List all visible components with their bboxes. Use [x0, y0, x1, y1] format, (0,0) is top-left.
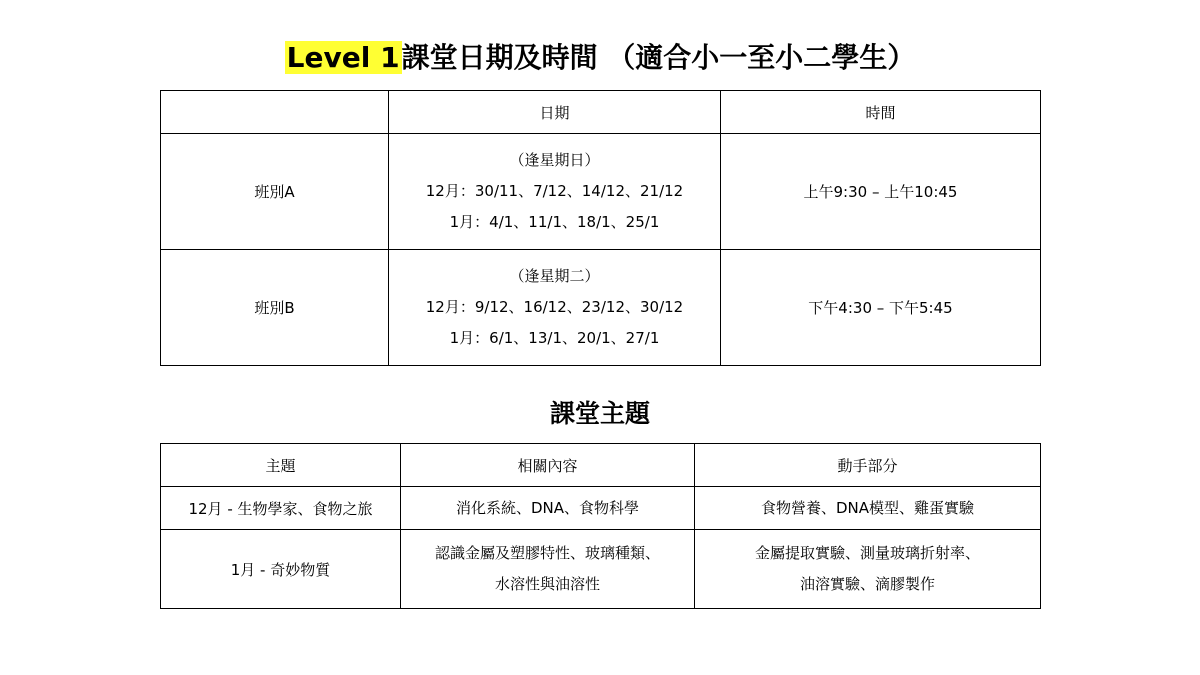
- topics-table: [160, 443, 1041, 609]
- weekday-note: （逢星期二）: [509, 267, 600, 285]
- class-name-cell: 班別A: [161, 134, 389, 250]
- level-highlight: Level 1: [286, 41, 400, 74]
- dates-cell: [389, 250, 721, 366]
- hands-on-line: 油溶實驗、滴膠製作: [799, 575, 935, 593]
- hands-on-line: 食物營養、DNA模型、雞蛋實驗: [760, 498, 975, 517]
- hands-on-cell: [695, 487, 1041, 530]
- dates-december: 12月：30/11、7/12、14/12、21/12: [425, 182, 684, 200]
- content-line: 認識金屬及塑膠特性、玻璃種類、: [434, 544, 660, 562]
- topic-cell: 1月 - 奇妙物質: [161, 530, 401, 609]
- schedule-header-blank: [161, 91, 389, 134]
- topics-header-row: [161, 444, 1041, 487]
- schedule-header-row: [161, 91, 1041, 134]
- topics-header-topic: 主題: [161, 444, 401, 487]
- schedule-table: [160, 90, 1041, 366]
- topics-header-hands-on: 動手部分: [695, 444, 1041, 487]
- content-line: 消化系統、DNA、食物科學: [455, 498, 640, 517]
- page-title: [0, 38, 1200, 78]
- hands-on-line: 金屬提取實驗、測量玻璃折射率、: [754, 544, 980, 562]
- content-cell: [401, 530, 695, 609]
- content-line: 水溶性與油溶性: [494, 575, 600, 593]
- topic-cell: 12月 - 生物學家、食物之旅: [161, 487, 401, 530]
- schedule-header-date: 日期: [389, 91, 721, 134]
- topic-row-december: [161, 487, 1041, 530]
- schedule-header-time: 時間: [721, 91, 1041, 134]
- title-text: 課堂日期及時間 （適合小一至小二學生）: [401, 41, 916, 74]
- hands-on-cell: [695, 530, 1041, 609]
- content-cell: [401, 487, 695, 530]
- topic-row-january: [161, 530, 1041, 609]
- class-name-cell: 班別B: [161, 250, 389, 366]
- schedule-row-a: [161, 134, 1041, 250]
- dates-january: 1月：4/1、11/1、18/1、25/1: [449, 213, 660, 231]
- schedule-row-b: [161, 250, 1041, 366]
- dates-cell: [389, 134, 721, 250]
- time-cell: 上午9:30 – 上午10:45: [721, 134, 1041, 250]
- dates-december: 12月：9/12、16/12、23/12、30/12: [425, 298, 684, 316]
- topics-section-title: 課堂主題: [549, 399, 650, 428]
- time-cell: 下午4:30 – 下午5:45: [721, 250, 1041, 366]
- topics-header-content: 相關內容: [401, 444, 695, 487]
- dates-january: 1月：6/1、13/1、20/1、27/1: [449, 329, 660, 347]
- weekday-note: （逢星期日）: [509, 151, 600, 169]
